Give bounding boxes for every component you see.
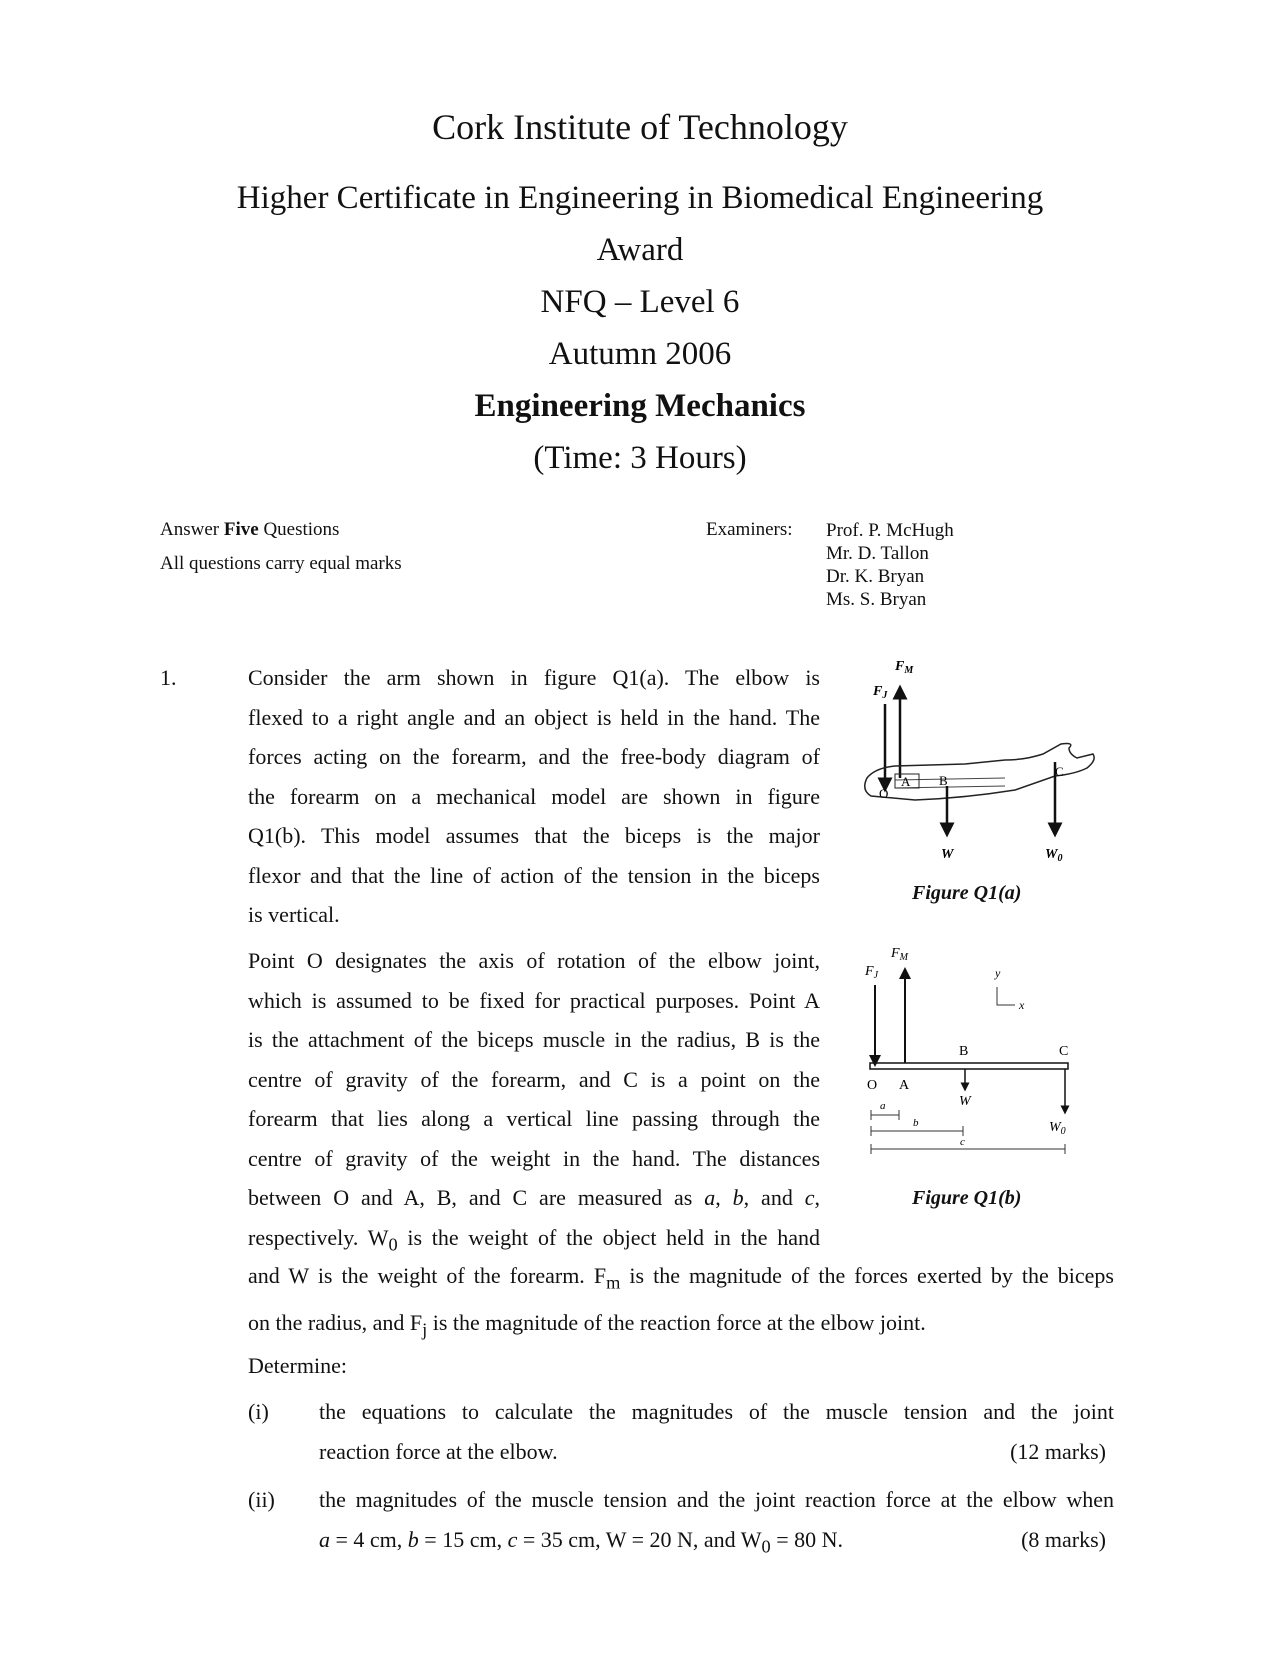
label-w0: $W_0$: [1045, 847, 1063, 864]
determine-label: Determine:: [248, 1353, 347, 1378]
examiners-label: Examiners:: [706, 519, 793, 540]
label-fj: $F_J$: [873, 684, 888, 701]
figure-q1a-caption: Figure Q1(a): [912, 882, 1022, 904]
examiner-name: Mr. D. Tallon: [826, 543, 929, 564]
label-dim-a: a: [880, 1100, 886, 1112]
text-line: the magnitudes of the muscle tension and the joint reaction force at the elbow when: [319, 1487, 1114, 1512]
examiners-list: [826, 519, 954, 611]
label-a: A: [899, 1078, 910, 1093]
text-line: on the radius, and $F_j$ is the magnitude of the reaction force at the elbow joint.: [248, 1309, 926, 1340]
question1-paragraph2-cont: [248, 1256, 1114, 1350]
label-o: O: [879, 786, 889, 801]
text-line: flexed to a right angle and an object is held in the hand. The: [248, 704, 820, 730]
marks-value: (12 marks): [1010, 1438, 1106, 1464]
label-b: B: [939, 773, 948, 788]
examiner-name: Dr. K. Bryan: [826, 566, 925, 587]
text-line: and W is the weight of the forearm. $F_m$ is the magnitude of the forces exerted by the biceps: [248, 1263, 1114, 1293]
question1-paragraph2: [248, 941, 820, 1264]
label-dim-b: b: [913, 1117, 919, 1129]
examiner-name: Ms. S. Bryan: [826, 589, 927, 610]
text-line: which is assumed to be fixed for practical purposes. Point A: [248, 987, 820, 1013]
part-i-text: [319, 1392, 1114, 1471]
text-line: Consider the arm shown in figure Q1(a). The elbow is: [248, 665, 820, 690]
examiner-name: Prof. P. McHugh: [826, 520, 954, 541]
exam-session: Autumn 2006: [548, 336, 732, 372]
axis-indicator: [997, 987, 1015, 1005]
label-y-axis: y: [995, 966, 1001, 980]
label-b: B: [959, 1044, 969, 1059]
label-c: C: [1055, 764, 1064, 779]
subject-title: Engineering Mechanics: [474, 388, 806, 424]
label-w: W: [959, 1094, 971, 1109]
question1-paragraph1: [248, 658, 820, 935]
marks-value: (8 marks): [1021, 1526, 1106, 1552]
text-line: flexor and that the line of action of the tension in the biceps: [248, 862, 820, 888]
award-title: Award: [596, 232, 684, 268]
exam-duration: (Time: 3 Hours): [533, 440, 747, 476]
label-fj: $F_J$: [865, 964, 879, 981]
label-fm: $F_M$: [891, 946, 908, 963]
figure-q1b-caption: Figure Q1(b): [912, 1187, 1022, 1209]
text-line: a = 4 cm, b = 15 cm, c = 35 cm, W = 20 N, and $W_0 = 80$ N. (8 marks): [319, 1520, 1114, 1567]
forearm-beam: [870, 1063, 1068, 1069]
text-line: between O and A, B, and C are measured as a, b, and c,: [248, 1185, 820, 1210]
label-dim-c: c: [960, 1136, 965, 1148]
text-line: is vertical.: [248, 902, 340, 927]
text-line: Q1(b). This model assumes that the biceps is the major: [248, 823, 820, 848]
figure-q1b-free-body-diagram: [855, 935, 1115, 1170]
text-line: forearm that lies along a vertical line passing through the: [248, 1106, 820, 1131]
text-line: centre of gravity of the forearm, and C is a point on the: [248, 1066, 820, 1092]
label-fm: $F_M$: [895, 659, 914, 676]
part-label: (ii): [248, 1487, 275, 1512]
label-o: O: [867, 1078, 878, 1093]
part-label: (i): [248, 1399, 269, 1424]
bone-line: [895, 778, 1005, 780]
part-ii-text: [319, 1480, 1114, 1566]
marks-instruction: All questions carry equal marks: [160, 553, 402, 574]
text-line: the forearm on a mechanical model are shown in figure: [248, 783, 820, 809]
label-c: C: [1059, 1044, 1069, 1059]
nfq-level: NFQ – Level 6: [540, 284, 740, 320]
institution-title: Cork Institute of Technology: [432, 107, 848, 147]
text-line: respectively. $W_0$ is the weight of the object held in the hand: [248, 1224, 820, 1254]
label-a: A: [901, 774, 911, 789]
text-line: reaction force at the elbow. (12 marks): [319, 1432, 1114, 1472]
text-line: centre of gravity of the weight in the hand. The distances: [248, 1145, 820, 1171]
text-line: Point O designates the axis of rotation of the elbow joint,: [248, 948, 820, 973]
label-w: W: [941, 847, 954, 862]
figure-q1a-arm-diagram: [855, 650, 1115, 890]
text-line: the equations to calculate the magnitudes of the muscle tension and the joint: [319, 1399, 1114, 1424]
label-w0: $W_0$: [1049, 1120, 1066, 1137]
text-line: is the attachment of the biceps muscle in the radius, B is the: [248, 1027, 820, 1052]
answer-instruction: Answer Five Questions: [160, 519, 340, 540]
text-line: forces acting on the forearm, and the free-body diagram of: [248, 744, 820, 769]
programme-title: Higher Certificate in Engineering in Biomedical Engineering: [236, 180, 1044, 216]
question-number: 1.: [160, 665, 177, 690]
label-x-axis: x: [1019, 998, 1025, 1012]
